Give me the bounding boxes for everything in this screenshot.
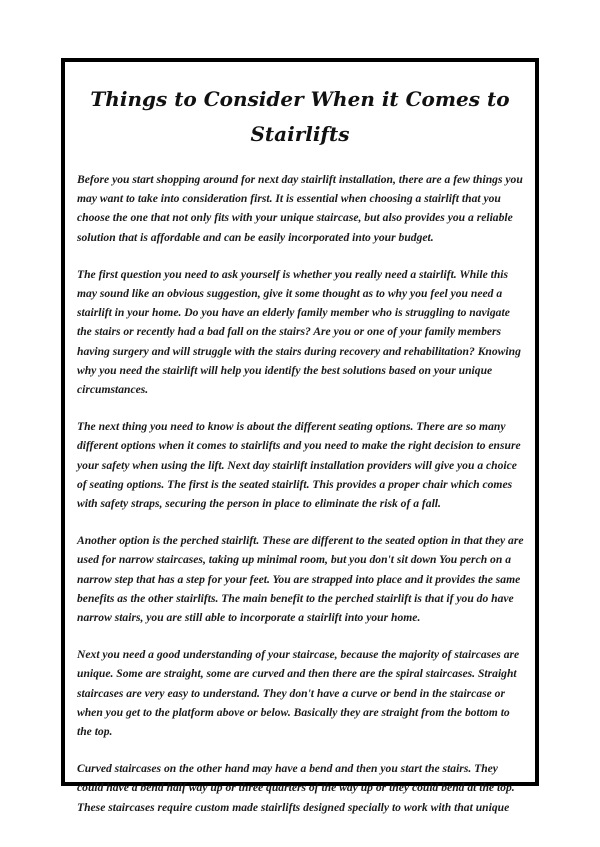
paragraph-need: The first question you need to ask yourself is whether you really need a stairlift. While this may sound like an obvious suggestion, give it some thought as to why you feel you need a stairlift in your home. Do you have an elderly family member who is struggling to navigate the stairs or recently had a bad fall on the stairs? Are you or one of your family members having surgery and will struggle with the stairs during recovery and rehabilitation? Knowing why you need the stairlift will help you identify the best solutions based on your unique circumstances. xyxy=(77,267,521,397)
page-border-frame xyxy=(61,58,539,814)
document-body xyxy=(65,170,535,817)
paragraph-staircase: Next you need a good understanding of your staircase, because the majority of staircases are unique. Some are straight, some are curved and then there are the spiral staircases. Straight staircases are very easy to understand. They don't have a curve or bend in the staircase or when you get to the platform above or below. Basically they are straight from the bottom to the top. xyxy=(77,648,520,739)
paragraph-intro: Before you start shopping around for next day stairlift installation, there are a few things you may want to take into consideration first. It is essential when choosing a stairlift that you choose the one that not only fits with your unique staircase, but also provides you a reliable solution that is affordable and can be easily incorporated into your budget. xyxy=(77,173,523,244)
paragraph-seating: The next thing you need to know is about the different seating options. There are so many different options when it comes to stairlifts and you need to make the right decision to ensure your safety when using the lift. Next day stairlift installation providers will give you a choice of seating options. The first is the seated stairlift. This provides a proper chair which comes with safety straps, securing the person in place to eliminate the risk of a fall. xyxy=(77,420,521,511)
paragraph-curved: Curved staircases on the other hand may have a bend and then you start the stairs. They could have a bend half way up or three quarters of the way up or they could bend at the top. These staircases require custom made stairlifts designed specially to work with that unique xyxy=(77,762,515,814)
paragraph-perched: Another option is the perched stairlift. These are different to the seated option in that they are used for narrow staircases, taking up minimal room, but you don't sit down You perch on a narrow step that has a step for your feet. You are strapped into place and it provides the same benefits as the other stairlifts. The main benefit to the perched stairlift is that if you do have narrow stairs, you are still able to incorporate a stairlift into your home. xyxy=(77,534,524,625)
document-title: Things to Consider When it Comes to Stairlifts xyxy=(90,87,510,146)
